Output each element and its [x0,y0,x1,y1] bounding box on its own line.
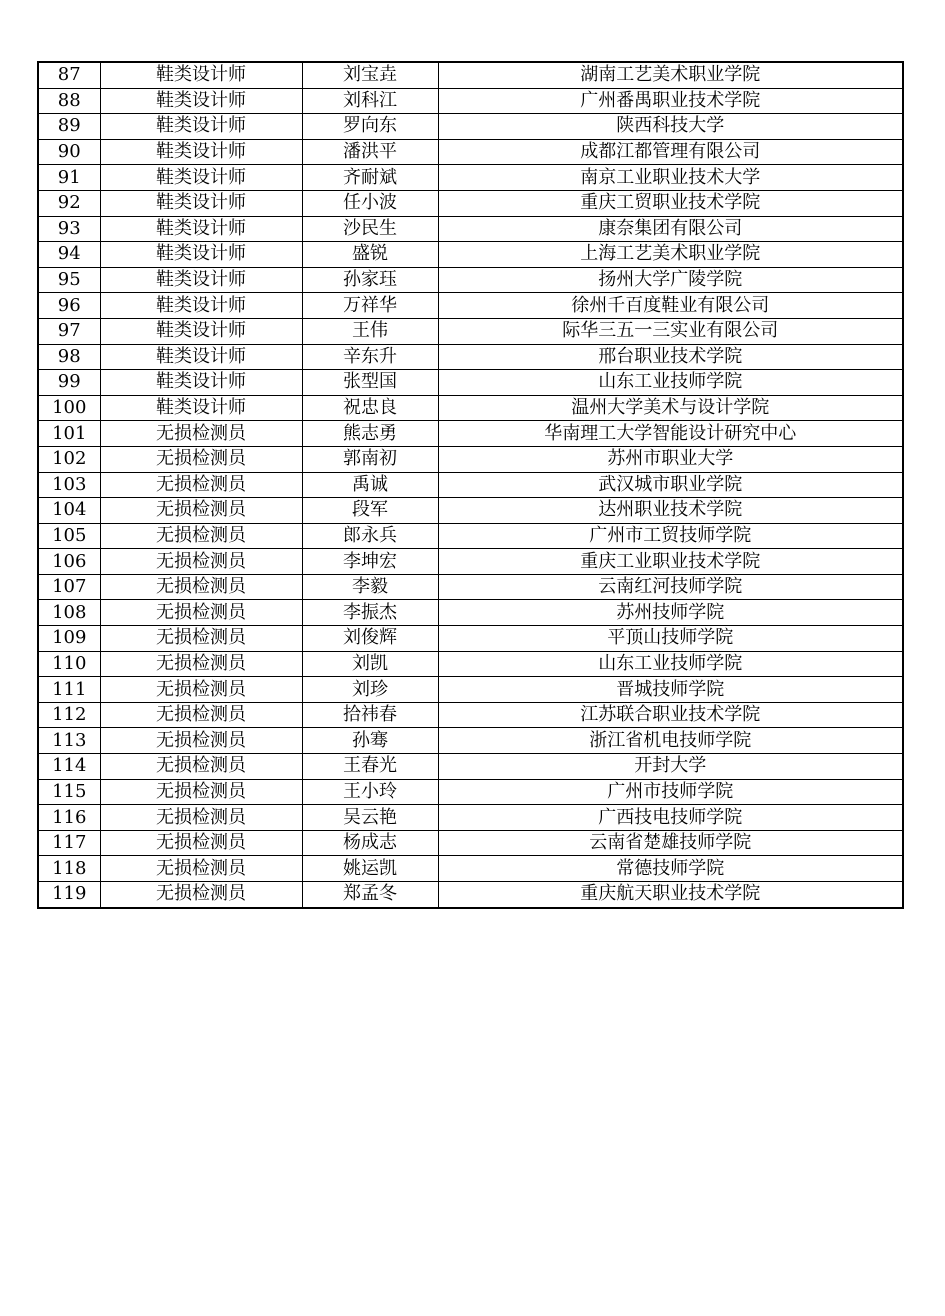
work-unit-cell: 广州市工贸技师学院 [438,523,903,549]
person-name-cell: 郑孟冬 [302,882,438,908]
row-number-cell: 115 [38,779,100,805]
row-number-cell: 119 [38,882,100,908]
occupation-cell: 无损检测员 [100,830,302,856]
work-unit-cell: 重庆工贸职业技术学院 [438,190,903,216]
row-number-cell: 88 [38,88,100,114]
occupation-cell: 无损检测员 [100,600,302,626]
table-row [38,88,903,114]
table-row [38,370,903,396]
person-name-cell: 李振杰 [302,600,438,626]
row-number-cell: 118 [38,856,100,882]
table-row [38,549,903,575]
person-name-cell: 张型国 [302,370,438,396]
person-name-cell: 王伟 [302,318,438,344]
table-row [38,318,903,344]
row-number-cell: 113 [38,728,100,754]
table-row [38,626,903,652]
row-number-cell: 96 [38,293,100,319]
person-name-cell: 禹诚 [302,472,438,498]
table-row [38,498,903,524]
occupation-cell: 无损检测员 [100,805,302,831]
occupation-cell: 鞋类设计师 [100,62,302,88]
table-row [38,421,903,447]
table-row [38,830,903,856]
occupation-cell: 鞋类设计师 [100,139,302,165]
table-row [38,882,903,908]
person-name-cell: 李坤宏 [302,549,438,575]
row-number-cell: 102 [38,446,100,472]
row-number-cell: 110 [38,651,100,677]
occupation-cell: 鞋类设计师 [100,395,302,421]
occupation-cell: 无损检测员 [100,574,302,600]
row-number-cell: 106 [38,549,100,575]
work-unit-cell: 武汉城市职业学院 [438,472,903,498]
person-name-cell: 吴云艳 [302,805,438,831]
occupation-cell: 无损检测员 [100,421,302,447]
row-number-cell: 93 [38,216,100,242]
table-row [38,779,903,805]
work-unit-cell: 重庆工业职业技术学院 [438,549,903,575]
work-unit-cell: 广西技电技师学院 [438,805,903,831]
row-number-cell: 92 [38,190,100,216]
work-unit-cell: 成都江都管理有限公司 [438,139,903,165]
person-name-cell: 潘洪平 [302,139,438,165]
table-row [38,600,903,626]
person-name-cell: 段军 [302,498,438,524]
row-number-cell: 98 [38,344,100,370]
person-name-cell: 熊志勇 [302,421,438,447]
work-unit-cell: 常德技师学院 [438,856,903,882]
row-number-cell: 117 [38,830,100,856]
person-name-cell: 辛东升 [302,344,438,370]
occupation-cell: 无损检测员 [100,498,302,524]
row-number-cell: 89 [38,114,100,140]
work-unit-cell: 云南红河技师学院 [438,574,903,600]
table-row [38,805,903,831]
person-name-cell: 姚运凯 [302,856,438,882]
table-row [38,165,903,191]
occupation-cell: 鞋类设计师 [100,114,302,140]
occupation-cell: 无损检测员 [100,523,302,549]
table-row [38,702,903,728]
occupation-cell: 无损检测员 [100,446,302,472]
row-number-cell: 91 [38,165,100,191]
row-number-cell: 104 [38,498,100,524]
table-row [38,62,903,88]
person-name-cell: 刘俊辉 [302,626,438,652]
work-unit-cell: 湖南工艺美术职业学院 [438,62,903,88]
work-unit-cell: 苏州技师学院 [438,600,903,626]
row-number-cell: 108 [38,600,100,626]
person-name-cell: 拾祎春 [302,702,438,728]
occupation-cell: 鞋类设计师 [100,293,302,319]
person-name-cell: 王春光 [302,754,438,780]
occupation-cell: 无损检测员 [100,651,302,677]
table-row [38,472,903,498]
person-name-cell: 杨成志 [302,830,438,856]
person-name-cell: 刘凯 [302,651,438,677]
table-row [38,728,903,754]
work-unit-cell: 邢台职业技术学院 [438,344,903,370]
table-row [38,574,903,600]
row-number-cell: 103 [38,472,100,498]
person-name-cell: 祝忠良 [302,395,438,421]
work-unit-cell: 广州市技师学院 [438,779,903,805]
row-number-cell: 90 [38,139,100,165]
row-number-cell: 112 [38,702,100,728]
work-unit-cell: 温州大学美术与设计学院 [438,395,903,421]
work-unit-cell: 江苏联合职业技术学院 [438,702,903,728]
work-unit-cell: 山东工业技师学院 [438,651,903,677]
row-number-cell: 105 [38,523,100,549]
table-row [38,267,903,293]
occupation-cell: 无损检测员 [100,728,302,754]
table-row [38,651,903,677]
work-unit-cell: 达州职业技术学院 [438,498,903,524]
work-unit-cell: 苏州市职业大学 [438,446,903,472]
work-unit-cell: 重庆航天职业技术学院 [438,882,903,908]
person-name-cell: 刘宝垚 [302,62,438,88]
table-row [38,754,903,780]
person-name-cell: 任小波 [302,190,438,216]
occupation-cell: 无损检测员 [100,677,302,703]
occupation-cell: 鞋类设计师 [100,267,302,293]
work-unit-cell: 华南理工大学智能设计研究中心 [438,421,903,447]
work-unit-cell: 扬州大学广陵学院 [438,267,903,293]
person-name-cell: 郎永兵 [302,523,438,549]
table-row [38,856,903,882]
occupation-cell: 无损检测员 [100,856,302,882]
table-row [38,293,903,319]
occupation-cell: 鞋类设计师 [100,370,302,396]
row-number-cell: 107 [38,574,100,600]
person-name-cell: 万祥华 [302,293,438,319]
occupation-cell: 无损检测员 [100,626,302,652]
row-number-cell: 111 [38,677,100,703]
table-row [38,190,903,216]
row-number-cell: 87 [38,62,100,88]
occupation-cell: 无损检测员 [100,779,302,805]
person-name-cell: 王小玲 [302,779,438,805]
person-name-cell: 刘珍 [302,677,438,703]
work-unit-cell: 上海工艺美术职业学院 [438,242,903,268]
occupation-cell: 无损检测员 [100,754,302,780]
person-name-cell: 沙民生 [302,216,438,242]
row-number-cell: 116 [38,805,100,831]
work-unit-cell: 广州番禺职业技术学院 [438,88,903,114]
table-row [38,114,903,140]
occupation-cell: 无损检测员 [100,882,302,908]
person-name-cell: 齐耐斌 [302,165,438,191]
occupation-cell: 鞋类设计师 [100,318,302,344]
roster-table [37,61,904,909]
occupation-cell: 鞋类设计师 [100,216,302,242]
person-name-cell: 郭南初 [302,446,438,472]
work-unit-cell: 浙江省机电技师学院 [438,728,903,754]
row-number-cell: 100 [38,395,100,421]
table-row [38,216,903,242]
work-unit-cell: 晋城技师学院 [438,677,903,703]
row-number-cell: 114 [38,754,100,780]
table-row [38,446,903,472]
row-number-cell: 95 [38,267,100,293]
work-unit-cell: 陕西科技大学 [438,114,903,140]
work-unit-cell: 际华三五一三实业有限公司 [438,318,903,344]
occupation-cell: 鞋类设计师 [100,344,302,370]
person-name-cell: 刘科江 [302,88,438,114]
occupation-cell: 鞋类设计师 [100,190,302,216]
occupation-cell: 无损检测员 [100,549,302,575]
table-row [38,242,903,268]
person-name-cell: 罗向东 [302,114,438,140]
occupation-cell: 鞋类设计师 [100,242,302,268]
table-row [38,677,903,703]
table-row [38,344,903,370]
roster-body [38,62,903,908]
occupation-cell: 鞋类设计师 [100,88,302,114]
work-unit-cell: 康奈集团有限公司 [438,216,903,242]
table-row [38,395,903,421]
row-number-cell: 101 [38,421,100,447]
row-number-cell: 94 [38,242,100,268]
occupation-cell: 无损检测员 [100,472,302,498]
work-unit-cell: 徐州千百度鞋业有限公司 [438,293,903,319]
row-number-cell: 99 [38,370,100,396]
person-name-cell: 孙骞 [302,728,438,754]
person-name-cell: 盛锐 [302,242,438,268]
work-unit-cell: 云南省楚雄技师学院 [438,830,903,856]
table-row [38,523,903,549]
occupation-cell: 鞋类设计师 [100,165,302,191]
work-unit-cell: 开封大学 [438,754,903,780]
row-number-cell: 97 [38,318,100,344]
row-number-cell: 109 [38,626,100,652]
work-unit-cell: 南京工业职业技术大学 [438,165,903,191]
person-name-cell: 孙家珏 [302,267,438,293]
person-name-cell: 李毅 [302,574,438,600]
table-row [38,139,903,165]
work-unit-cell: 平顶山技师学院 [438,626,903,652]
occupation-cell: 无损检测员 [100,702,302,728]
work-unit-cell: 山东工业技师学院 [438,370,903,396]
